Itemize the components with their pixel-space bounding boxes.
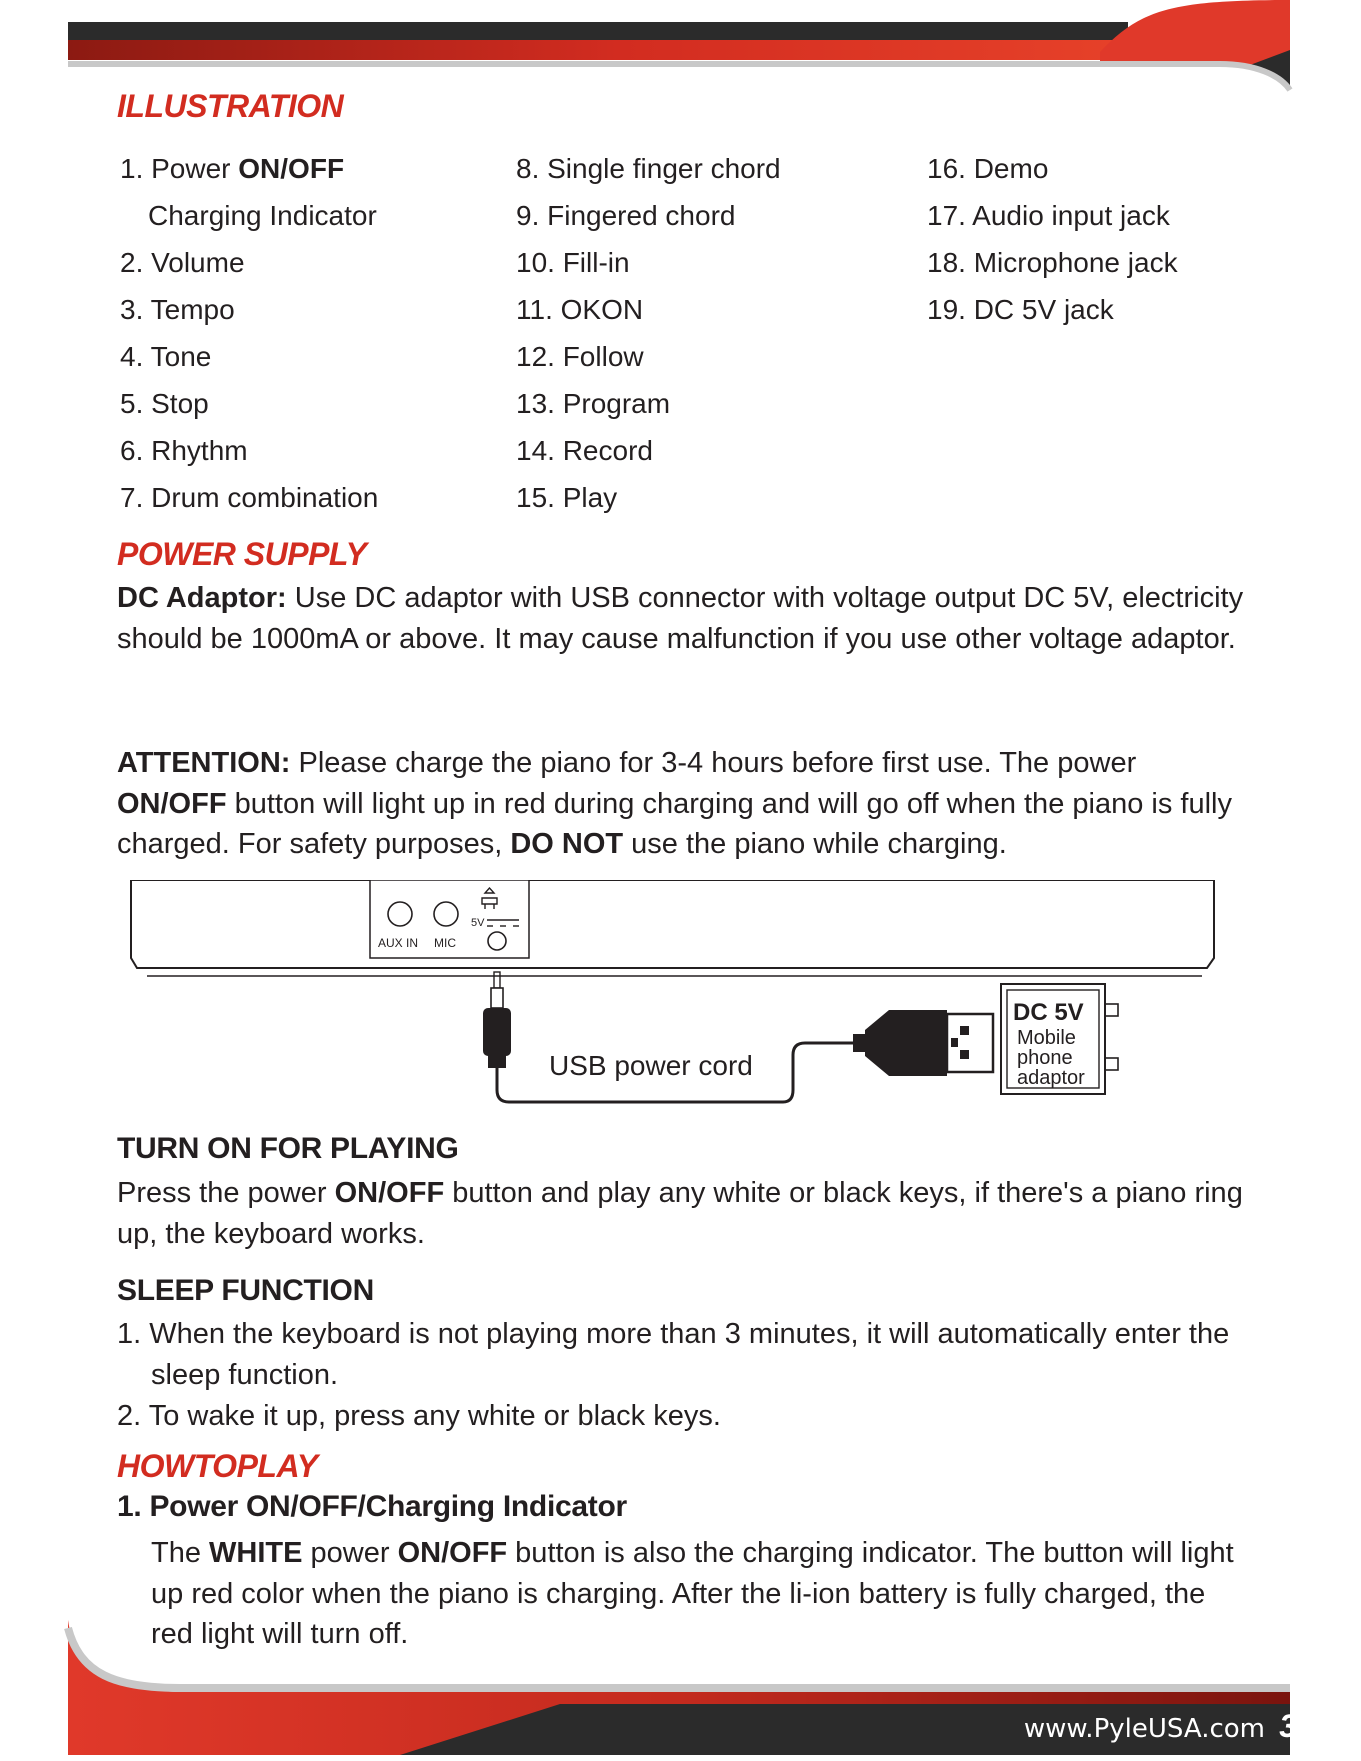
list-item: 6. Rhythm [120, 435, 248, 466]
list-item: 17. Audio input jack [927, 200, 1170, 231]
list-item: 2. Volume [120, 247, 245, 278]
list-item: 7. Drum combination [120, 482, 379, 513]
illustration-title: ILLUSTRATION [117, 88, 344, 124]
list-item: 5. Stop [120, 388, 209, 419]
sleep-title: SLEEP FUNCTION [117, 1274, 374, 1307]
usb-cord-label: USB power cord [549, 1050, 753, 1081]
list-item: 15. Play [516, 482, 618, 513]
list-item: 4. Tone [120, 341, 212, 372]
sleep-item-1: 1. When the keyboard is not playing more than 3 minutes, it will automatically enter the sleep function. [117, 1318, 1230, 1391]
voltage-label: 5V [471, 917, 485, 929]
page-number: 3 [1279, 1708, 1297, 1744]
list-item: 3. Tempo [120, 294, 235, 325]
list-item: 8. Single finger chord [516, 153, 781, 184]
list-item: 1. Power ON/OFF [120, 153, 345, 184]
list-item: 10. Fill-in [516, 247, 630, 278]
keyboard-panel [131, 880, 1214, 976]
usb-plug-icon [853, 1010, 993, 1076]
footer-url: www.PyleUSA.com [1023, 1714, 1265, 1744]
adaptor-line: adaptor [1017, 1067, 1085, 1089]
list-item: 13. Program [516, 388, 671, 419]
list-item: 14. Record [516, 435, 653, 466]
how-to-play-subtitle: 1. Power ON/OFF/Charging Indicator [117, 1490, 627, 1523]
power-supply-title: POWER SUPPLY [117, 536, 367, 572]
list-item: 18. Microphone jack [927, 247, 1178, 278]
attention-paragraph: ATTENTION: Please charge the piano for 3-4 hours before first use. The power ON/OFF button will light up in red during charging and will go off when the piano is fully charged. For safety purposes, DO NOT use the piano while charging. [117, 747, 1232, 860]
turn-on-title: TURN ON FOR PLAYING [117, 1132, 459, 1165]
turn-on-paragraph: Press the power ON/OFF button and play any white or black keys, if there's a piano ring up, the keyboard works. [117, 1177, 1243, 1250]
how-to-play-paragraph: The WHITE power ON/OFF button is also the charging indicator. The button will light up red color when the piano is charging. After the li-ion battery is fully charged, the red light will turn off. [151, 1537, 1234, 1650]
illustration-list-col2 [516, 145, 781, 521]
adaptor-title: DC 5V [1013, 999, 1084, 1026]
adaptor-line: Mobile [1017, 1027, 1076, 1049]
dc-adaptor-paragraph: DC Adaptor: Use DC adaptor with USB connector with voltage output DC 5V, electricity should be 1000mA or above. It may cause malfunction if you use other voltage adaptor. [117, 582, 1244, 655]
list-item: Charging Indicator [148, 200, 377, 231]
list-item: 9. Fingered chord [516, 200, 736, 231]
wall-adaptor [1001, 984, 1118, 1094]
illustration-list-col3 [927, 145, 1178, 333]
mic-label: MIC [434, 936, 456, 950]
list-item: 19. DC 5V jack [927, 294, 1114, 325]
how-to-play-title: HOWTOPLAY [117, 1448, 318, 1484]
dc-plug-icon [483, 972, 511, 1068]
list-item: 16. Demo [927, 153, 1049, 184]
adaptor-line: phone [1017, 1047, 1073, 1069]
aux-label: AUX IN [378, 936, 419, 950]
list-item: 12. Follow [516, 341, 644, 372]
illustration-list-col1 [120, 145, 378, 521]
list-item: 11. OKON [516, 294, 644, 325]
sleep-item-2: 2. To wake it up, press any white or black keys. [117, 1400, 721, 1432]
